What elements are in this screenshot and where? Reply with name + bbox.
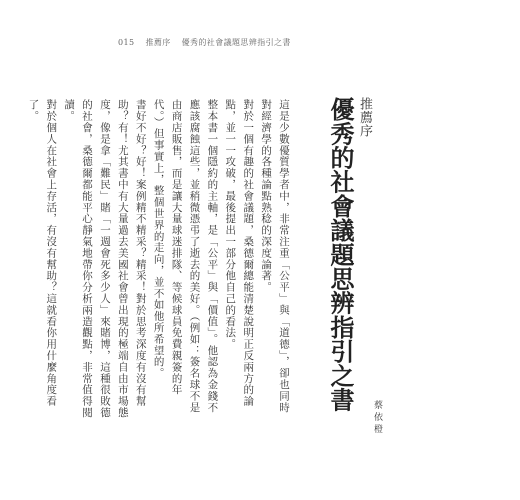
body-text [23, 99, 292, 419]
page-number: 015 [118, 38, 135, 47]
author-name: 蔡依橙 [372, 400, 382, 436]
header-section: 推薦序 [145, 38, 171, 47]
running-header [118, 37, 299, 48]
section-label: 推薦序 [357, 97, 372, 138]
page-title: 優秀的社會議題思辨指引之書 [326, 97, 355, 412]
paragraph: 書好不好？好！案例精不精采？精采！對於思考深度有沒有幫助？有！尤其書中有大量過去美國社會曾出現的極端自由市場態度，像是拿「難民」賭「一週會死多少人」來賭博，這種很敗德的社會，桑德爾都能平心靜氣地帶你分析兩造觀點，非常值得閱讀。 [63, 99, 147, 419]
paragraph: 這是少數優質學者中，非常注重「公平」與「道德」，卻也同時對經濟學的各種論點熟稔的深度論著。 [260, 99, 290, 413]
paragraph: 對於個人在社會上存活，有沒有幫助？這就看你用什麼角度看了。 [27, 99, 58, 407]
paragraph: 對於一個有趣的社會議題，桑德爾總能清楚說明正反兩方的論點，並一一攻破，最後提出一部分他自己的看法。 [224, 99, 255, 407]
paragraph: 整本書一個隱約的主軸，是「公平」與「價值」。他認為金錢不應該腐蝕這些，並稍微憑弔了逝去的美好。（例如：簽名球不是由商店販售，而是讓大量球迷排隊、等候球員免費親簽的年代。）但事實上，整個世界的走向，並不如他所希望的。 [152, 99, 219, 413]
header-chapter: 優秀的社會議題思辨指引之書 [181, 38, 291, 47]
